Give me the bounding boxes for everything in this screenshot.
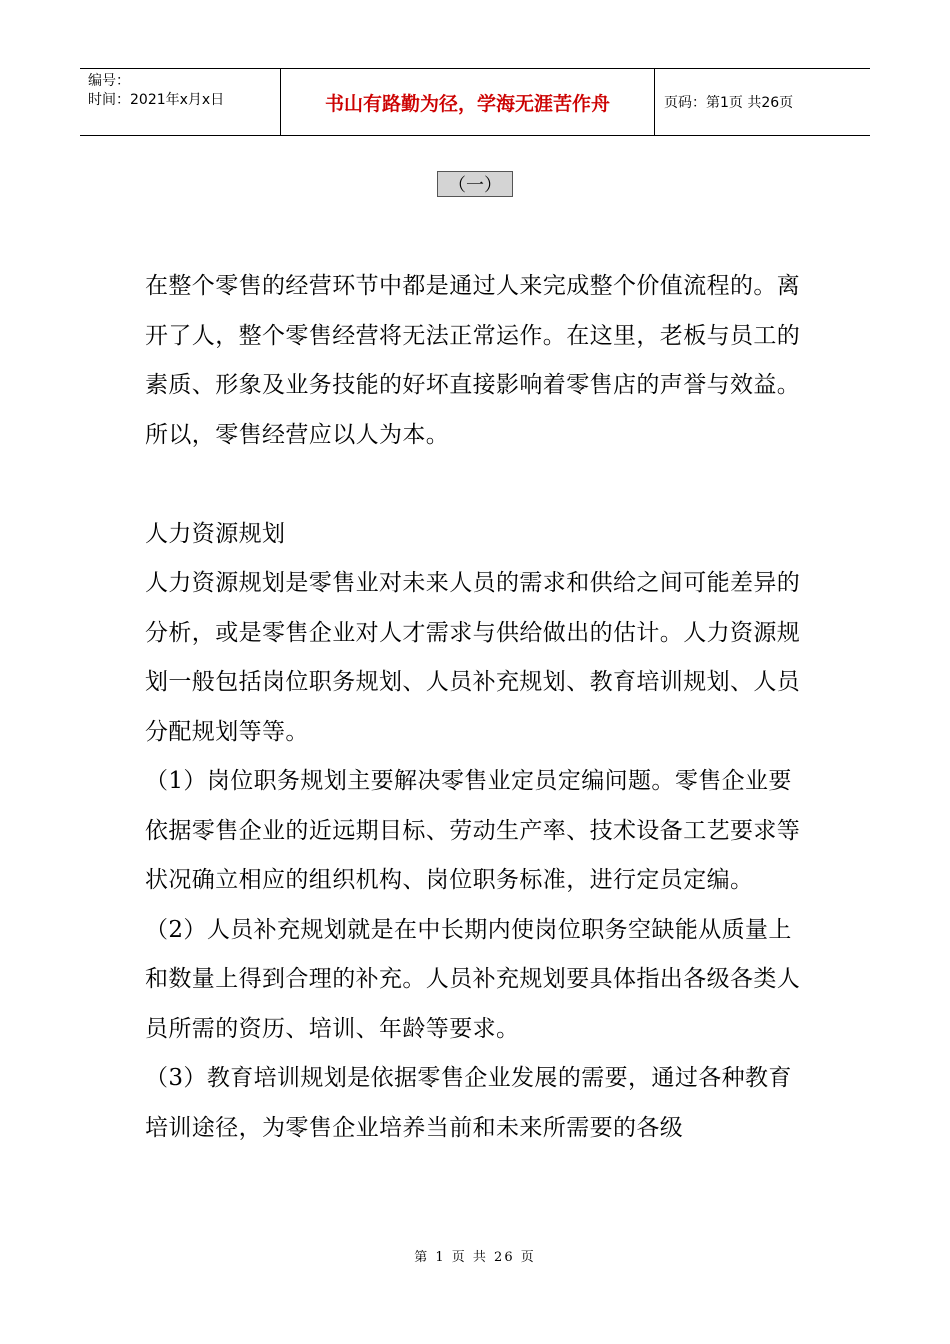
header-meta xyxy=(80,69,281,135)
list-item-2: （2）人员补充规划就是在中长期内使岗位职务空缺能从质量上和数量上得到合理的补充。人员补充规划要具体指出各级各类人员所需的资历、培训、年龄等要求。 xyxy=(145,916,801,1042)
intro-paragraph: 在整个零售的经营环节中都是通过人来完成整个价值流程的。离开了人，整个零售经营将无法正常运作。在这里，老板与员工的素质、形象及业务技能的好坏直接影响着零售店的声誉与效益。所以，零售经营应以人为本。 xyxy=(145,273,801,448)
time-label: 时间：2021年x月x日 xyxy=(88,92,225,108)
list-item-1: （1）岗位职务规划主要解决零售业定员定编问题。零售企业要依据零售企业的近远期目标、劳动生产率、技术设备工艺要求等状况确立相应的组织机构、岗位职务标准，进行定员定编。 xyxy=(145,768,801,893)
header-page-info: 页码：第1页 共26页 xyxy=(664,95,794,111)
number-label: 编号： xyxy=(88,73,130,89)
page-footer: 第 1 页 共 26 页 xyxy=(414,1250,536,1265)
section-label: （一） xyxy=(437,171,513,197)
header-motto: 书山有路勤为径，学海无涯苦作舟 xyxy=(281,69,655,135)
list-item-3: （3）教育培训规划是依据零售企业发展的需要，通过各种教育培训途径，为零售企业培养当前和未来所需要的各级 xyxy=(145,1065,792,1141)
document-header xyxy=(80,68,870,136)
paragraph-spacer xyxy=(145,460,810,510)
section-heading: 人力资源规划 xyxy=(145,520,286,547)
definition-paragraph: 人力资源规划是零售业对未来人员的需求和供给之间可能差异的分析，或是零售企业对人才需求与供给做出的估计。人力资源规划一般包括岗位职务规划、人员补充规划、教育培训规划、人员分配规划等等。 xyxy=(145,570,801,745)
document-body xyxy=(145,262,810,1153)
